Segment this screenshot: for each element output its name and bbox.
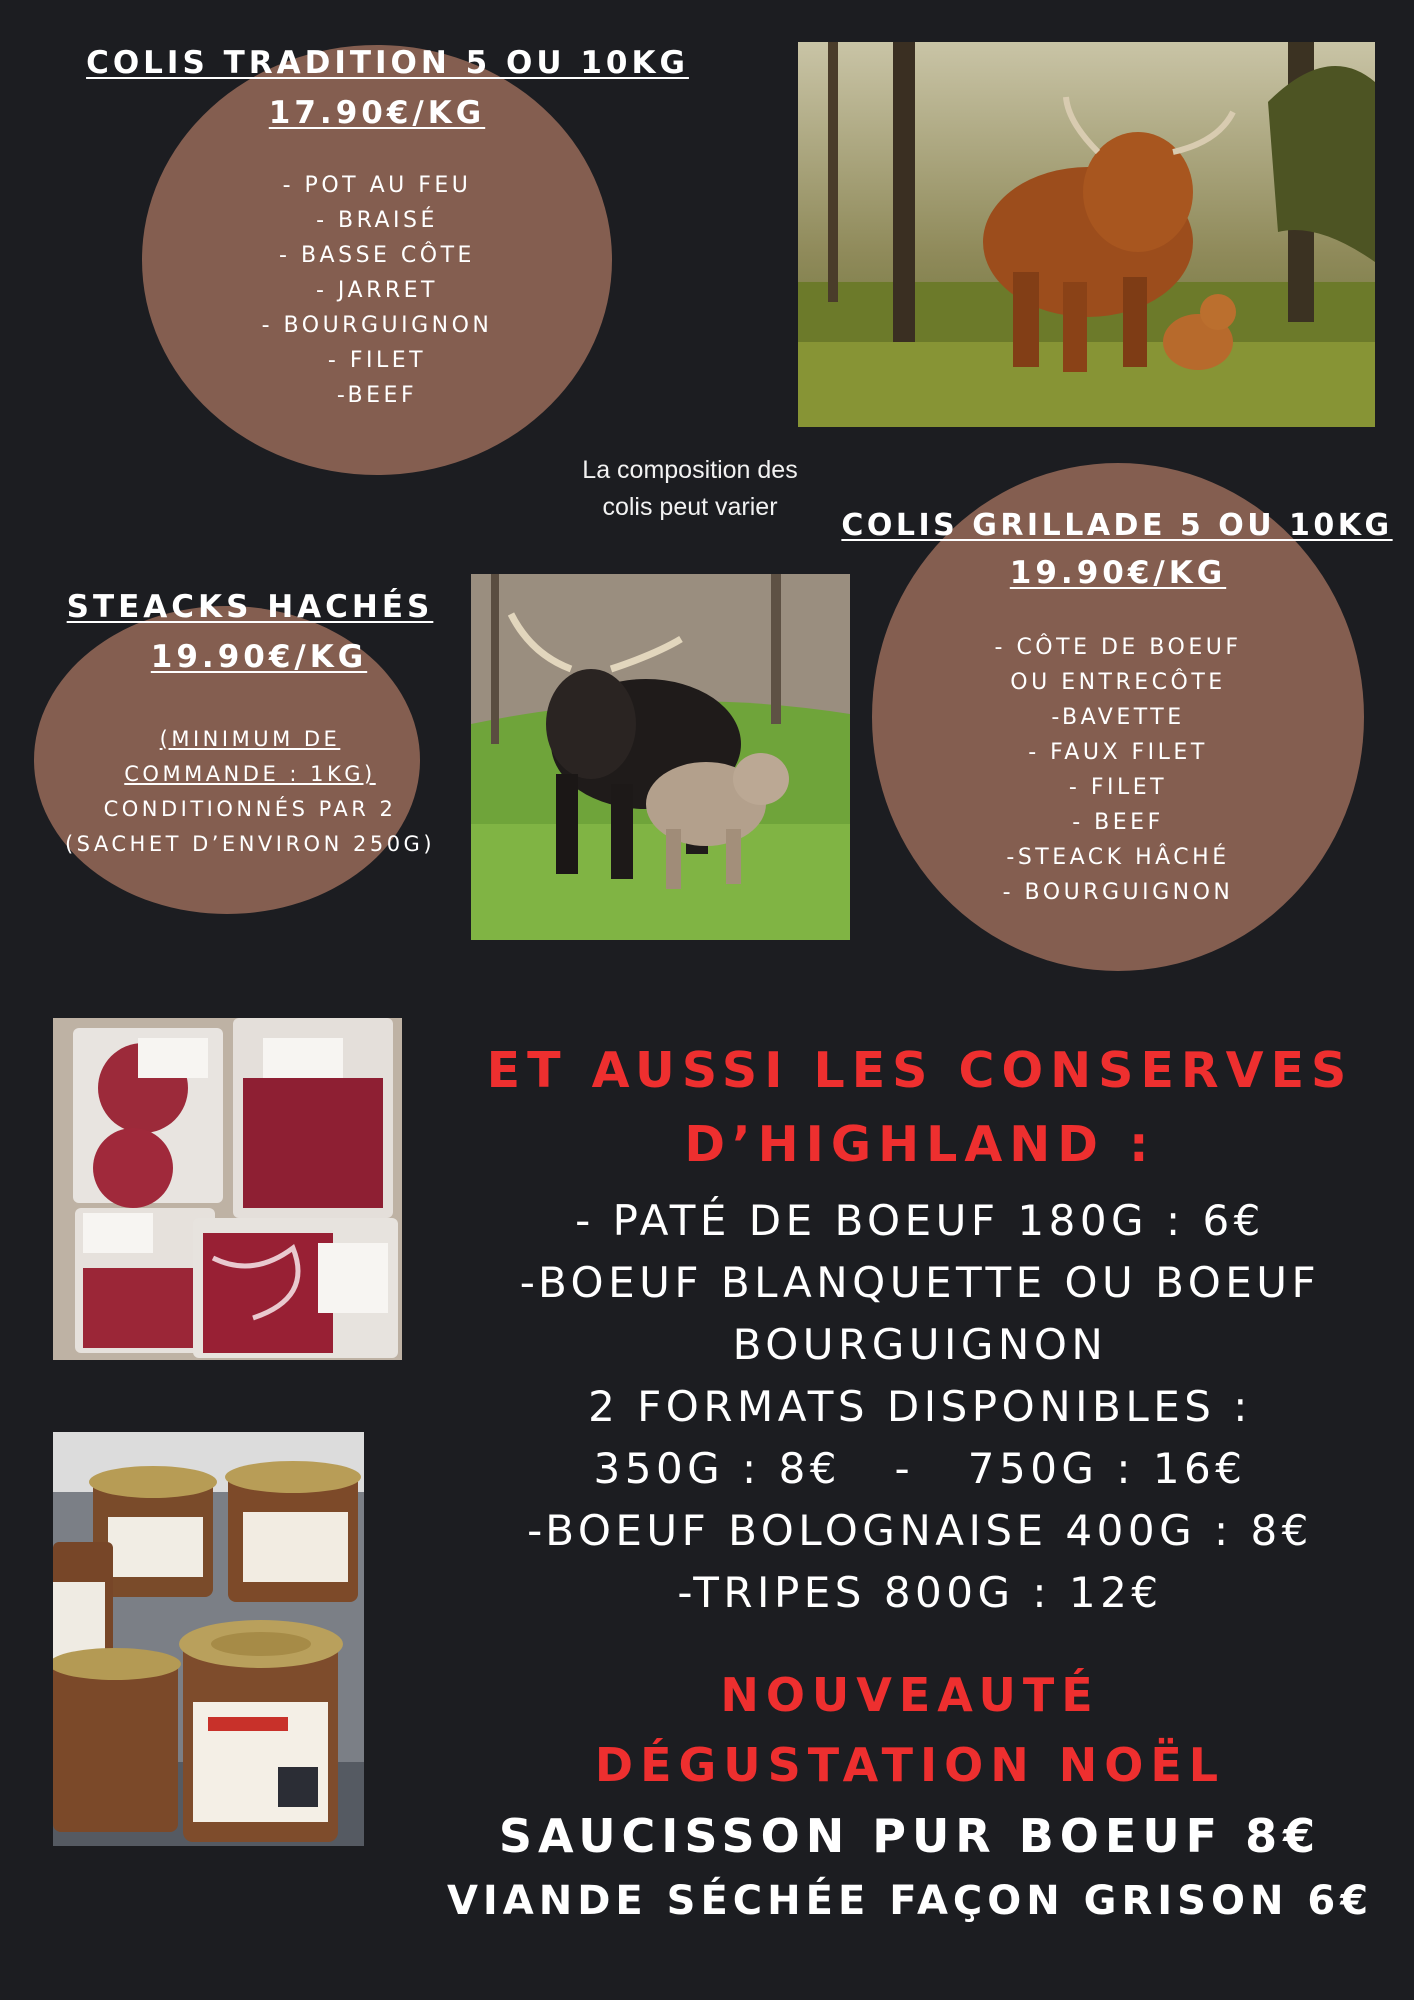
- highland-cow-photo: [798, 42, 1375, 427]
- tradition-price: 17.90€/KG: [268, 95, 486, 131]
- list-item: - BEEF: [1072, 810, 1164, 835]
- grillade-title: COLIS GRILLADE 5 OU 10KG: [841, 508, 1393, 543]
- viande-sechee-line: VIANDE SÉCHÉE FAÇON GRISON 6€: [446, 1878, 1374, 1924]
- list-item: - BRAISÉ: [316, 208, 438, 233]
- saucisson-line: SAUCISSON PUR BOEUF 8€: [498, 1809, 1322, 1863]
- list-item: - BOURGUIGNON: [261, 313, 493, 338]
- list-item: -TRIPES 800G : 12€: [677, 1568, 1163, 1617]
- list-item: -STEACK HÂCHÉ: [1006, 845, 1230, 870]
- list-item: - BASSE CÔTE: [279, 243, 475, 268]
- list-item: - FILET: [1068, 775, 1168, 800]
- steacks-title: STEACKS HACHÉS: [66, 589, 434, 625]
- noel-heading: [410, 1660, 1410, 1800]
- steacks-minimum: (MINIMUM DE: [159, 727, 341, 751]
- conserves-heading-line: D’HIGHLAND :: [684, 1116, 1156, 1173]
- note-line: colis peut varier: [602, 493, 778, 521]
- grillade-price: 19.90€/KG: [1009, 555, 1227, 591]
- steacks-conditioning: (SACHET D’ENVIRON 250G): [64, 832, 436, 856]
- tradition-list: [142, 168, 612, 413]
- list-item: - FAUX FILET: [1028, 740, 1208, 765]
- steacks-minimum: COMMANDE : 1KG): [124, 762, 376, 786]
- list-item: -BEEF: [336, 383, 418, 408]
- conserves-list: [440, 1190, 1400, 1624]
- list-item: - CÔTE DE BOEUF: [994, 635, 1242, 660]
- jars-photo: [53, 1432, 364, 1846]
- list-item: - JARRET: [316, 278, 438, 303]
- list-item: - PATÉ DE BOEUF 180G : 6€: [575, 1196, 1265, 1245]
- composition-note: [555, 452, 825, 526]
- list-item: -BOEUF BOLOGNAISE 400G : 8€: [527, 1506, 1313, 1555]
- list-item: OU ENTRECÔTE: [1010, 670, 1226, 695]
- conserves-heading: [440, 1034, 1400, 1182]
- list-item: -BOEUF BLANQUETTE OU BOEUF: [519, 1258, 1321, 1307]
- steacks-conditioning: CONDITIONNÉS PAR 2: [103, 797, 397, 821]
- note-line: La composition des: [582, 456, 798, 484]
- list-item: 350G : 8€ - 750G : 16€: [593, 1444, 1247, 1493]
- meat-packages-photo: [53, 1018, 402, 1360]
- list-item: - FILET: [327, 348, 427, 373]
- noel-heading-line: NOUVEAUTÉ: [720, 1668, 1100, 1722]
- list-item: -BAVETTE: [1051, 705, 1185, 730]
- tradition-title: COLIS TRADITION 5 OU 10KG: [86, 45, 689, 81]
- conserves-heading-line: ET AUSSI LES CONSERVES: [486, 1042, 1354, 1099]
- black-cow-photo: [471, 574, 850, 940]
- grillade-list: [872, 630, 1364, 910]
- list-item: 2 FORMATS DISPONIBLES :: [588, 1382, 1252, 1431]
- noel-heading-line: DÉGUSTATION NOËL: [594, 1738, 1226, 1792]
- list-item: - POT AU FEU: [282, 173, 472, 198]
- steacks-details: [20, 722, 480, 862]
- steacks-price: 19.90€/KG: [150, 639, 368, 675]
- list-item: BOURGUIGNON: [732, 1320, 1108, 1369]
- list-item: - BOURGUIGNON: [1002, 880, 1234, 905]
